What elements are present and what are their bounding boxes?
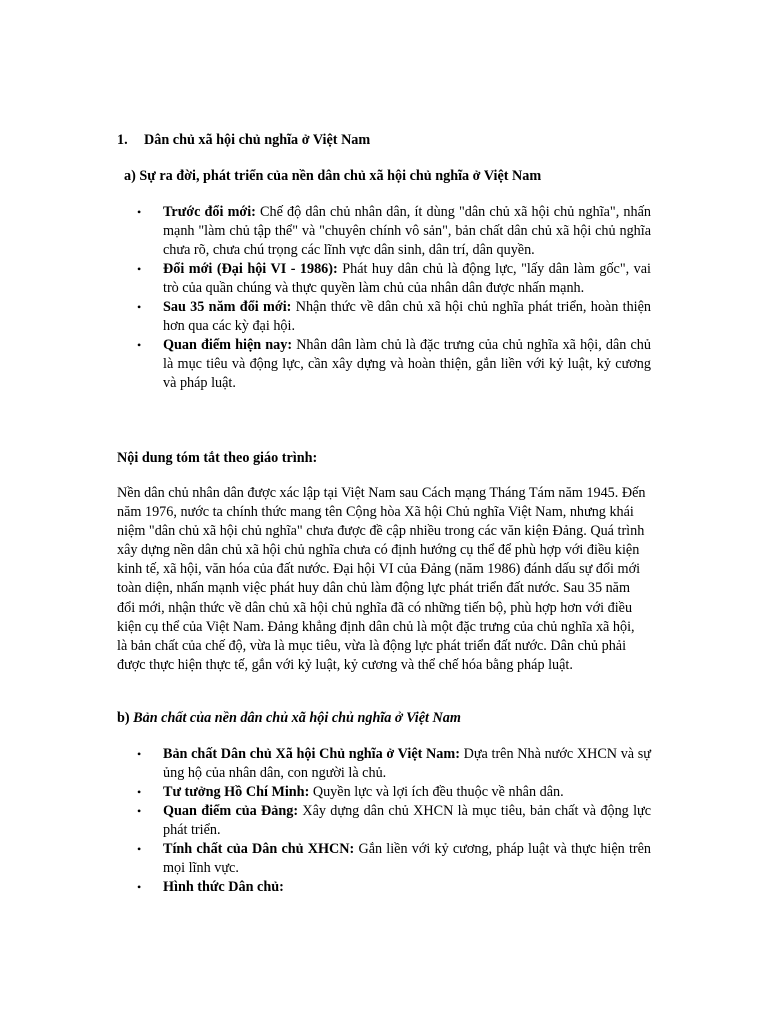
list-item-label: Trước đổi mới:	[163, 204, 256, 220]
section-b-label: b)	[117, 710, 130, 726]
section-1-number: 1.	[117, 132, 128, 148]
list-item	[137, 260, 651, 298]
bullet-icon: •	[137, 262, 142, 276]
list-item-text: Nhân dân làm chủ là đặc trưng của chủ nghĩa xã hội, dân chủ là mục tiêu và động lực, cần xây dựng và hoàn thiện, gắn liền với kỷ luật, kỷ cương và pháp luật.	[163, 337, 651, 391]
section-1-title: Dân chủ xã hội chủ nghĩa ở Việt Nam	[144, 132, 371, 148]
list-item-text: Phát huy dân chủ là động lực, "lấy dân làm gốc", vai trò của quần chúng và thực quyền làm chủ của nhân dân được nhấn mạnh.	[163, 261, 652, 296]
section-a-list	[137, 203, 651, 393]
list-item-label: Đổi mới (Đại hội VI - 1986):	[163, 261, 338, 277]
summary-heading: Nội dung tóm tắt theo giáo trình:	[117, 450, 318, 466]
bullet-icon: •	[137, 747, 142, 761]
bullet-icon: •	[137, 785, 142, 799]
section-b-title: Bản chất của nền dân chủ xã hội chủ nghĩa ở Việt Nam	[129, 710, 461, 726]
list-item-label: Hình thức Dân chủ:	[163, 879, 284, 895]
section-b-list	[137, 745, 651, 897]
bullet-icon: •	[137, 338, 142, 352]
section-1-heading	[117, 131, 370, 150]
list-item	[137, 878, 651, 897]
list-item-text: Nhận thức về dân chủ xã hội chủ nghĩa phát triển, hoàn thiện hơn qua các kỳ đại hội.	[163, 299, 651, 334]
section-b-heading	[117, 709, 461, 728]
section-a-heading: a) Sự ra đời, phát triển của nền dân chủ xã hội chủ nghĩa ở Việt Nam	[124, 168, 542, 184]
summary-paragraph: Nền dân chủ nhân dân được xác lập tại Việt Nam sau Cách mạng Tháng Tám năm 1945. Đến năm 1976, nước ta chính thức mang tên Cộng hòa Xã hội Chủ nghĩa Việt Nam, nhưng khái niệm "dân chủ xã hội chủ nghĩa" chưa được đề cập nhiều trong các văn kiện Đảng. Quá trình xây dựng nền dân chủ xã hội chủ nghĩa chưa có định hướng cụ thể để phù hợp với điều kiện kinh tế, xã hội, văn hóa của đất nước. Đại hội VI của Đảng (năm 1986) đánh dấu sự đổi mới toàn diện, nhấn mạnh việc phát huy dân chủ làm động lực phát triển đất nước. Sau 35 năm đổi mới, nhận thức về dân chủ xã hội chủ nghĩa đã có những tiến bộ, phù hợp hơn với điều kiện cụ thể của Việt Nam. Đảng khẳng định dân chủ là một đặc trưng của chủ nghĩa xã hội, là bản chất của chế độ, vừa là mục tiêu, vừa là động lực phát triển đất nước. Dân chủ phải được thực hiện thực tế, gắn với kỷ luật, kỷ cương và thể chế hóa bằng pháp luật.	[117, 485, 646, 673]
bullet-icon: •	[137, 804, 142, 818]
bullet-icon: •	[137, 205, 142, 219]
list-item	[137, 802, 651, 840]
bullet-icon: •	[137, 842, 142, 856]
list-item-text: Gắn liền với kỷ cương, pháp luật và thực hiện trên mọi lĩnh vực.	[163, 841, 651, 876]
list-item	[137, 336, 651, 393]
list-item-text: Chế độ dân chủ nhân dân, ít dùng "dân chủ xã hội chủ nghĩa", nhấn mạnh "làm chủ tập thể" và "chuyên chính vô sản", bản chất dân chủ xã hội chủ nghĩa chưa rõ, chưa chú trọng các lĩnh vực dân sinh, dân trí, dân quyền.	[163, 204, 651, 258]
bullet-icon: •	[137, 880, 142, 894]
list-item-label: Quan điểm hiện nay:	[163, 337, 293, 353]
list-item-label: Tính chất của Dân chủ XHCN:	[163, 841, 355, 857]
list-item-label: Tư tưởng Hồ Chí Minh:	[163, 784, 310, 800]
list-item-label: Bản chất Dân chủ Xã hội Chủ nghĩa ở Việt Nam:	[163, 746, 460, 762]
list-item-text: Dựa trên Nhà nước XHCN và sự ủng hộ của nhân dân, con người là chủ.	[163, 746, 651, 781]
list-item	[137, 203, 651, 260]
list-item-text: Xây dựng dân chủ XHCN là mục tiêu, bản chất và động lực phát triển.	[163, 803, 651, 838]
list-item-label: Quan điểm của Đảng:	[163, 803, 299, 819]
list-item	[137, 745, 651, 783]
list-item	[137, 840, 651, 878]
list-item-text: Quyền lực và lợi ích đều thuộc về nhân dân.	[309, 784, 564, 800]
bullet-icon: •	[137, 300, 142, 314]
list-item	[137, 298, 651, 336]
list-item	[137, 783, 651, 802]
list-item-label: Sau 35 năm đổi mới:	[163, 299, 292, 315]
